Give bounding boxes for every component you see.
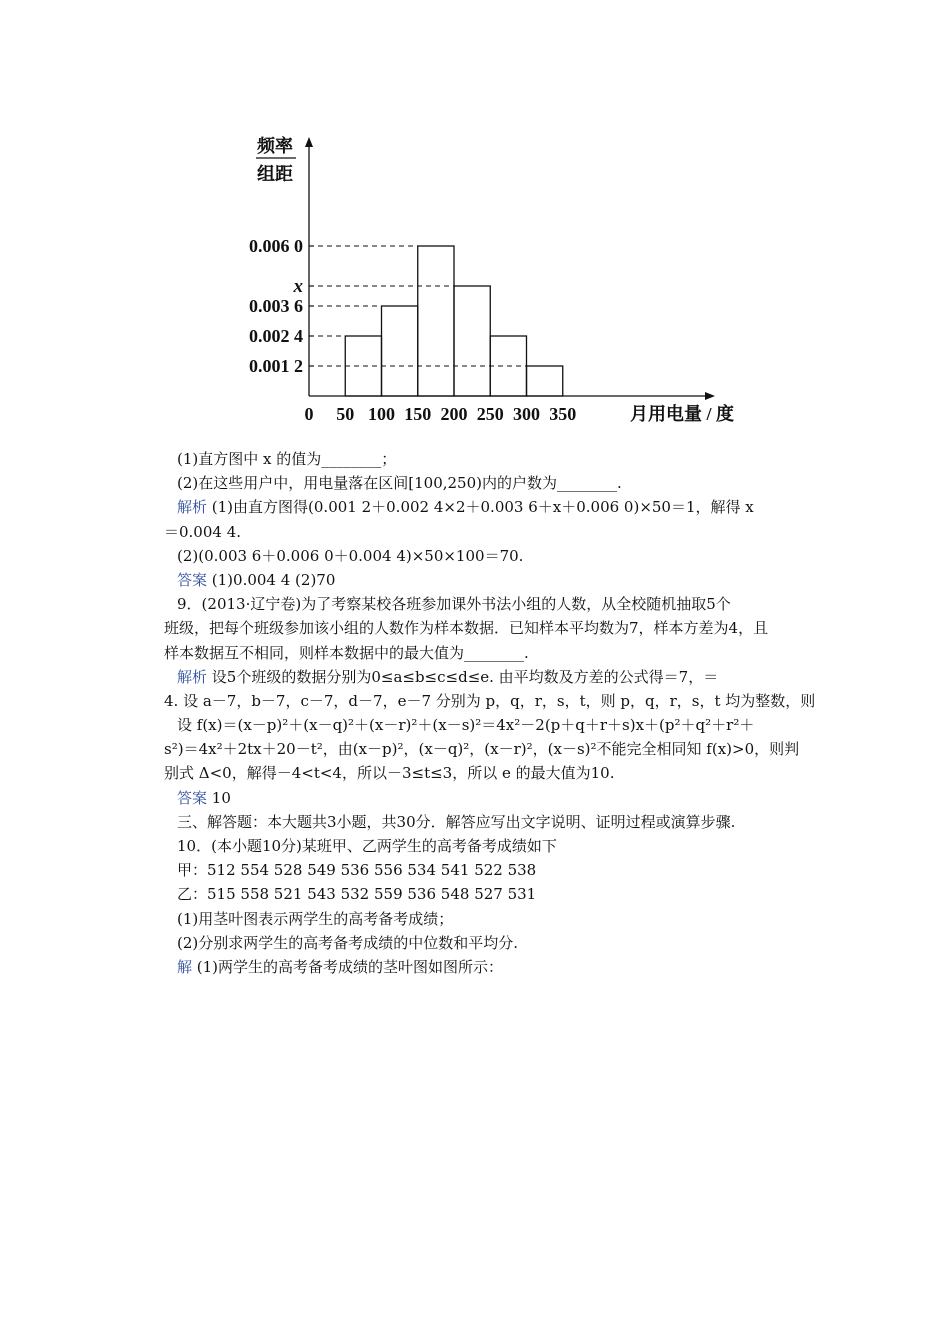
question-9-line-2: 班级，把每个班级参加该小组的人数作为样本数据．已知样本平均数为7，样本方差为4，且	[164, 619, 769, 638]
question-10-part-2: (2)分别求两学生的高考备考成绩的中位数和平均分.	[177, 933, 519, 952]
q8-solution-line-1: 解析 (1)由直方图得(0.001 2＋0.002 4×2＋0.003 6＋x＋0.006 0)×50＝1，解得 x	[177, 498, 754, 517]
solution-label: 解析	[177, 667, 208, 686]
histogram-bar-200-250	[454, 286, 490, 396]
y-tick-label: 0.002 4	[249, 326, 303, 346]
y-axis-label-bottom: 组距	[257, 164, 293, 184]
y-axis-arrow	[305, 137, 313, 147]
x-tick-label-150: 150	[404, 404, 432, 424]
x-tick-label-100: 100	[368, 404, 395, 424]
q8-solution-line-2: ＝0.004 4.	[164, 522, 242, 541]
q9-solution-line-2: 4. 设 a－7，b－7，c－7，d－7，e－7 分别为 p，q，r，s，t，则 p，q，r，s，t 均为整数，则	[164, 691, 816, 710]
question-9-line-3: 样本数据互不相同，则样本数据中的最大值为________.	[164, 643, 529, 662]
x-axis-label: 月用电量 / 度	[630, 404, 735, 424]
text-body	[164, 447, 814, 979]
q8-answer: 答案 (1)0.004 4 (2)70	[177, 570, 336, 589]
student-jia-scores: 甲：512 554 528 549 536 556 534 541 522 538	[177, 861, 537, 880]
q9-solution-line-1: 解析 设5个班级的数据分别为0≤a≤b≤c≤d≤e. 由平均数及方差的公式得＝7，＝	[177, 667, 719, 686]
q9-solution-line-5: 别式 Δ<0，解得－4<t<4，所以－3≤t≤3，所以 e 的最大值为10.	[164, 764, 615, 783]
section-3-heading: 三、解答题：本大题共3小题，共30分．解答应写出文字说明、证明过程或演算步骤.	[177, 812, 736, 831]
q9-solution-line-4: s²)＝4x²＋2tx＋20－t²，由(x－p)²，(x－q)²，(x－r)²，(x－s)²不能完全相同知 f(x)>0，则判	[164, 740, 800, 759]
student-yi-scores: 乙：515 558 521 543 532 559 536 548 527 531	[177, 885, 537, 904]
x-tick-label-0: 0	[304, 404, 314, 424]
question-10-part-1: (1)用茎叶图表示两学生的高考备考成绩；	[177, 909, 454, 928]
histogram-chart	[230, 128, 760, 438]
question-8-part-1: (1)直方图中 x 的值为________；	[177, 450, 397, 468]
q9-answer: 答案 10	[177, 788, 231, 807]
q10-solution-line-1: 解 (1)两学生的高考备考成绩的茎叶图如图所示：	[177, 957, 504, 976]
y-tick-label: x	[293, 276, 303, 297]
x-tick-label-250: 250	[476, 404, 504, 424]
answer-label: 答案	[177, 570, 208, 589]
y-tick-label: 0.001 2	[249, 356, 303, 376]
solution-label: 解	[177, 957, 193, 976]
q9-solution-line-3: 设 f(x)＝(x－p)²＋(x－q)²＋(x－r)²＋(x－s)²＝4x²－2(p＋q＋r＋s)x＋(p²＋q²＋r²＋	[177, 716, 755, 735]
question-9-line-1: 9．(2013·辽宁卷)为了考察某校各班参加课外书法小组的人数，从全校随机抽取5个	[177, 595, 731, 614]
histogram-bar-100-150	[382, 306, 418, 396]
q8-solution-line-3: (2)(0.003 6＋0.006 0＋0.004 4)×50×100＝70.	[177, 546, 524, 565]
answer-label: 答案	[177, 788, 208, 807]
x-tick-label-300: 300	[513, 404, 540, 424]
x-tick-label-350: 350	[549, 404, 577, 424]
x-tick-label-50: 50	[336, 404, 355, 424]
y-tick-label: 0.006 0	[249, 236, 303, 256]
question-10-intro: 10．(本小题10分)某班甲、乙两学生的高考备考成绩如下	[177, 837, 557, 855]
question-8-part-2: (2)在这些用户中，用电量落在区间[100,250)内的户数为________.	[177, 474, 622, 493]
solution-label: 解析	[177, 498, 208, 517]
x-axis-arrow	[705, 392, 715, 400]
histogram-bar-150-200	[418, 246, 454, 396]
x-tick-label-200: 200	[440, 404, 468, 424]
y-tick-label: 0.003 6	[249, 296, 303, 316]
histogram-bar-300-350	[527, 366, 563, 396]
y-axis-label-top: 频率	[257, 136, 293, 156]
